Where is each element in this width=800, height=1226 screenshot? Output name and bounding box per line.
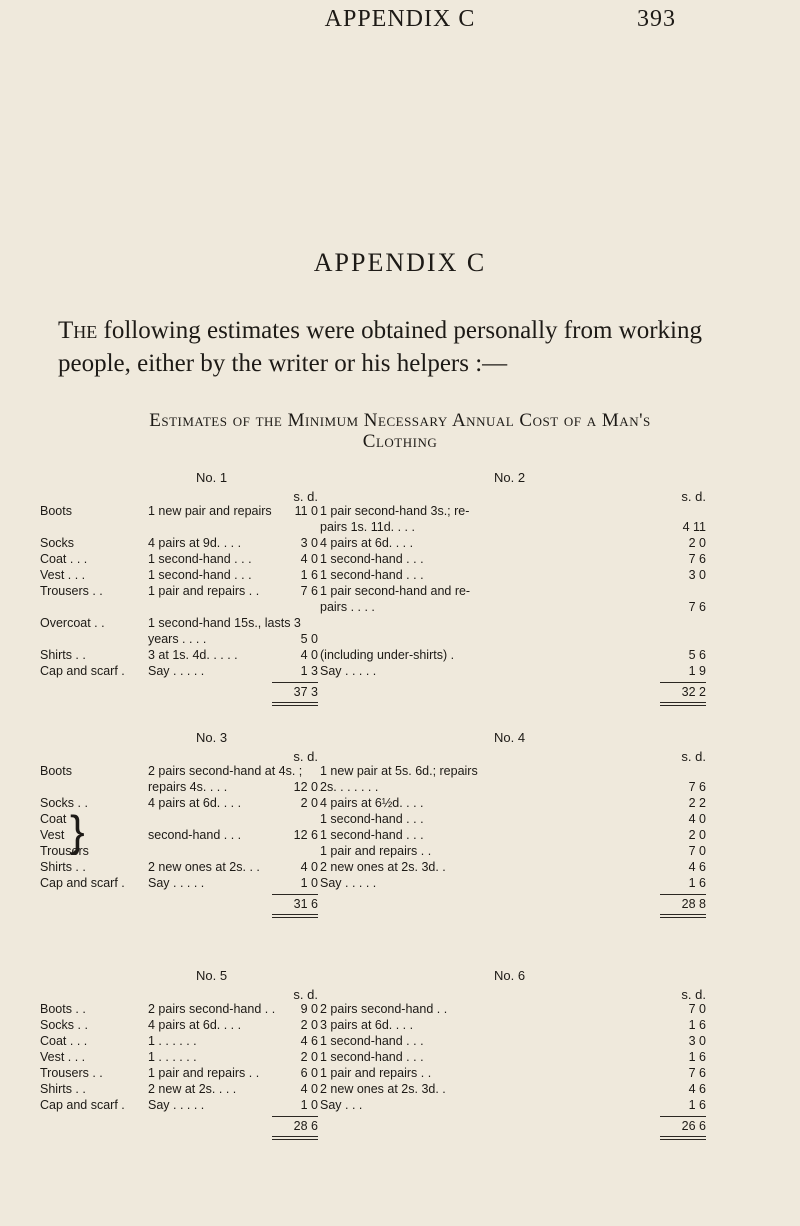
table-row [0, 631, 800, 647]
item-label: Shirts . . [40, 648, 86, 662]
description-right: 1 pair and repairs . . [320, 844, 432, 858]
description-right: pairs . . . . [320, 600, 375, 614]
table-row [0, 843, 800, 859]
amount-right: 1 6 [688, 876, 706, 890]
table-row [0, 1001, 800, 1017]
amount-left: 1 0 [300, 876, 318, 890]
description-left: 1 second-hand . . . [148, 552, 252, 566]
amount-right: 7 6 [688, 1066, 706, 1080]
amount-left: 3 0 [300, 536, 318, 550]
amount-right: 2 2 [688, 796, 706, 810]
description-right: (including under-shirts) . [320, 648, 455, 662]
total-left: 28 6 [293, 1119, 318, 1133]
amount-right: 4 11 [682, 520, 706, 534]
description-left: Say . . . . . [148, 876, 205, 890]
table-row [0, 663, 800, 679]
double-rule-right [660, 1136, 706, 1140]
description-right: 1 second-hand . . . [320, 828, 424, 842]
amount-left: 4 0 [300, 860, 318, 874]
amount-right: 7 6 [688, 552, 706, 566]
description-right: 1 pair second-hand and re- [320, 584, 471, 598]
item-label: Coat . . . [40, 552, 88, 566]
amount-right: 2 0 [688, 828, 706, 842]
item-label: Trousers . . [40, 584, 103, 598]
item-label: Shirts . . [40, 1082, 86, 1096]
intro-lead: The [58, 317, 98, 344]
item-label: Cap and scarf . [40, 664, 125, 678]
table-row [0, 1065, 800, 1081]
description-left: repairs 4s. . . . [148, 780, 228, 794]
col-title-no6: No. 6 [494, 968, 526, 983]
item-label: Boots [40, 504, 72, 518]
units-no6: s. d. [681, 987, 706, 1002]
amount-left: 1 3 [300, 664, 318, 678]
table-row [0, 647, 800, 663]
description-left: years . . . . [148, 632, 207, 646]
amount-right: 7 6 [688, 780, 706, 794]
amount-right: 1 6 [688, 1050, 706, 1064]
description-left: 4 pairs at 9d. . . . [148, 536, 242, 550]
item-label: Trousers . . [40, 1066, 103, 1080]
units-no2: s. d. [681, 489, 706, 504]
table-row [0, 1081, 800, 1097]
total-right: 32 2 [681, 685, 706, 699]
description-left: 2 new at 2s. . . . [148, 1082, 237, 1096]
table-row [0, 583, 800, 599]
description-left: 2 pairs second-hand . . [148, 1002, 276, 1016]
garment-brace: } [70, 807, 85, 856]
amount-right: 4 0 [688, 812, 706, 826]
table-row [0, 1097, 800, 1113]
table-row [0, 503, 800, 519]
description-right: 4 pairs at 6d. . . . [320, 536, 414, 550]
total-left: 37 3 [293, 685, 318, 699]
item-label: Socks . . [40, 1018, 88, 1032]
amount-right: 1 9 [688, 664, 706, 678]
amount-right: 1 6 [688, 1018, 706, 1032]
table-row [0, 779, 800, 795]
item-label: Overcoat . . [40, 616, 105, 630]
amount-left: 2 0 [300, 1050, 318, 1064]
amount-right: 3 0 [688, 568, 706, 582]
description-right: 1 pair and repairs . . [320, 1066, 432, 1080]
description-left: 2 new ones at 2s. . . [148, 860, 260, 874]
amount-left: 9 0 [300, 1002, 318, 1016]
amount-left: 6 0 [300, 1066, 318, 1080]
item-label: Boots . . [40, 1002, 86, 1016]
item-label: Coat . . . [40, 1034, 88, 1048]
amount-left: 12 6 [293, 828, 318, 842]
description-left: 4 pairs at 6d. . . . [148, 796, 242, 810]
description-right: pairs 1s. 11d. . . . [320, 520, 415, 534]
item-label: Cap and scarf . [40, 1098, 125, 1112]
intro-text: following estimates were obtained personally from working people, either by the writer or his helpers :— [58, 317, 702, 377]
table-row [0, 827, 800, 843]
description-left: 4 pairs at 6d. . . . [148, 1018, 242, 1032]
description-right: 3 pairs at 6d. . . . [320, 1018, 414, 1032]
description-right: 2s. . . . . . . [320, 780, 379, 794]
description-right: Say . . . [320, 1098, 363, 1112]
table-row [0, 1049, 800, 1065]
amount-left: 4 0 [300, 648, 318, 662]
amount-left: 1 0 [300, 1098, 318, 1112]
total-left: 31 6 [293, 897, 318, 911]
amount-left: 7 6 [300, 584, 318, 598]
description-left: 1 second-hand 15s., lasts 3 [148, 616, 301, 630]
table-row [0, 519, 800, 535]
description-right: 1 second-hand . . . [320, 1034, 424, 1048]
appendix-title: APPENDIX C [313, 248, 487, 277]
amount-left: 4 6 [300, 1034, 318, 1048]
description-right: 1 new pair at 5s. 6d.; repairs [320, 764, 478, 778]
description-right: 1 pair second-hand 3s.; re- [320, 504, 470, 518]
table-row [0, 763, 800, 779]
item-label: Boots [40, 764, 72, 778]
amount-right: 4 6 [688, 860, 706, 874]
amount-right: 7 0 [688, 1002, 706, 1016]
description-right: 4 pairs at 6½d. . . . [320, 796, 424, 810]
item-label: Shirts . . [40, 860, 86, 874]
table-row [0, 859, 800, 875]
rule-left [272, 894, 318, 895]
item-label: Socks . . [40, 796, 88, 810]
table-row [0, 875, 800, 891]
units-no5: s. d. [293, 987, 318, 1002]
rule-left [272, 1116, 318, 1117]
table-row [0, 1017, 800, 1033]
rule-right [660, 682, 706, 683]
description-left: 1 pair and repairs . . [148, 1066, 260, 1080]
description-right: Say . . . . . [320, 876, 377, 890]
amount-right: 3 0 [688, 1034, 706, 1048]
amount-right: 7 0 [688, 844, 706, 858]
description-left: 1 second-hand . . . [148, 568, 252, 582]
table-row [0, 795, 800, 811]
col-title-no5: No. 5 [196, 968, 228, 983]
amount-left: 12 0 [293, 780, 318, 794]
description-left: 1 . . . . . . [148, 1034, 197, 1048]
rule-right [660, 894, 706, 895]
amount-left: 1 6 [300, 568, 318, 582]
section-heading-line2: Clothing [362, 431, 438, 452]
double-rule-right [660, 702, 706, 706]
table-row [0, 811, 800, 827]
units-no1: s. d. [293, 489, 318, 504]
description-left: 2 pairs second-hand at 4s. ; [148, 764, 303, 778]
description-right: 1 second-hand . . . [320, 1050, 424, 1064]
col-title-no4: No. 4 [494, 730, 526, 745]
amount-left: 4 0 [300, 552, 318, 566]
double-rule-right [660, 914, 706, 918]
total-right: 26 6 [681, 1119, 706, 1133]
table-row [0, 535, 800, 551]
item-label: Vest . . . [40, 568, 86, 582]
section-heading-line1: Estimates of the Minimum Necessary Annual Cost of a Man's [149, 410, 651, 431]
description-left: 1 . . . . . . [148, 1050, 197, 1064]
double-rule-left [272, 1136, 318, 1140]
amount-right: 7 6 [688, 600, 706, 614]
double-rule-left [272, 702, 318, 706]
amount-left: 4 0 [300, 1082, 318, 1096]
amount-right: 4 6 [688, 1082, 706, 1096]
running-title: APPENDIX C [324, 6, 476, 32]
item-label: Trousers [40, 844, 89, 858]
description-left: second-hand . . . [148, 828, 242, 842]
rule-left [272, 682, 318, 683]
col-title-no3: No. 3 [196, 730, 228, 745]
description-right: Say . . . . . [320, 664, 377, 678]
item-label: Vest . . . [40, 1050, 86, 1064]
running-header [0, 6, 800, 46]
rule-right [660, 1116, 706, 1117]
description-right: 2 pairs second-hand . . [320, 1002, 448, 1016]
col-title-no1: No. 1 [196, 470, 228, 485]
col-title-no2: No. 2 [494, 470, 526, 485]
table-row [0, 1033, 800, 1049]
description-left: Say . . . . . [148, 1098, 205, 1112]
amount-left: 5 0 [300, 632, 318, 646]
description-right: 1 second-hand . . . [320, 552, 424, 566]
page-number: 393 [637, 6, 676, 32]
table-row [0, 551, 800, 567]
units-no3: s. d. [293, 749, 318, 764]
description-right: 1 second-hand . . . [320, 568, 424, 582]
amount-right: 1 6 [688, 1098, 706, 1112]
item-label: Socks [40, 536, 75, 550]
amount-left: 2 0 [300, 796, 318, 810]
description-right: 1 second-hand . . . [320, 812, 424, 826]
description-left: Say . . . . . [148, 664, 205, 678]
table-row [0, 567, 800, 583]
amount-left: 11 0 [294, 504, 318, 518]
description-left: 1 pair and repairs . . [148, 584, 260, 598]
item-label: Coat [40, 812, 67, 826]
double-rule-left [272, 914, 318, 918]
total-right: 28 8 [681, 897, 706, 911]
amount-left: 2 0 [300, 1018, 318, 1032]
description-left: 3 at 1s. 4d. . . . . [148, 648, 238, 662]
table-row [0, 615, 800, 631]
description-right: 2 new ones at 2s. 3d. . [320, 1082, 446, 1096]
amount-right: 5 6 [688, 648, 706, 662]
item-label: Cap and scarf . [40, 876, 125, 890]
description-right: 2 new ones at 2s. 3d. . [320, 860, 446, 874]
units-no4: s. d. [681, 749, 706, 764]
intro-paragraph [58, 314, 748, 380]
amount-right: 2 0 [688, 536, 706, 550]
table-row [0, 599, 800, 615]
item-label: Vest [40, 828, 65, 842]
description-left: 1 new pair and repairs [148, 504, 272, 518]
